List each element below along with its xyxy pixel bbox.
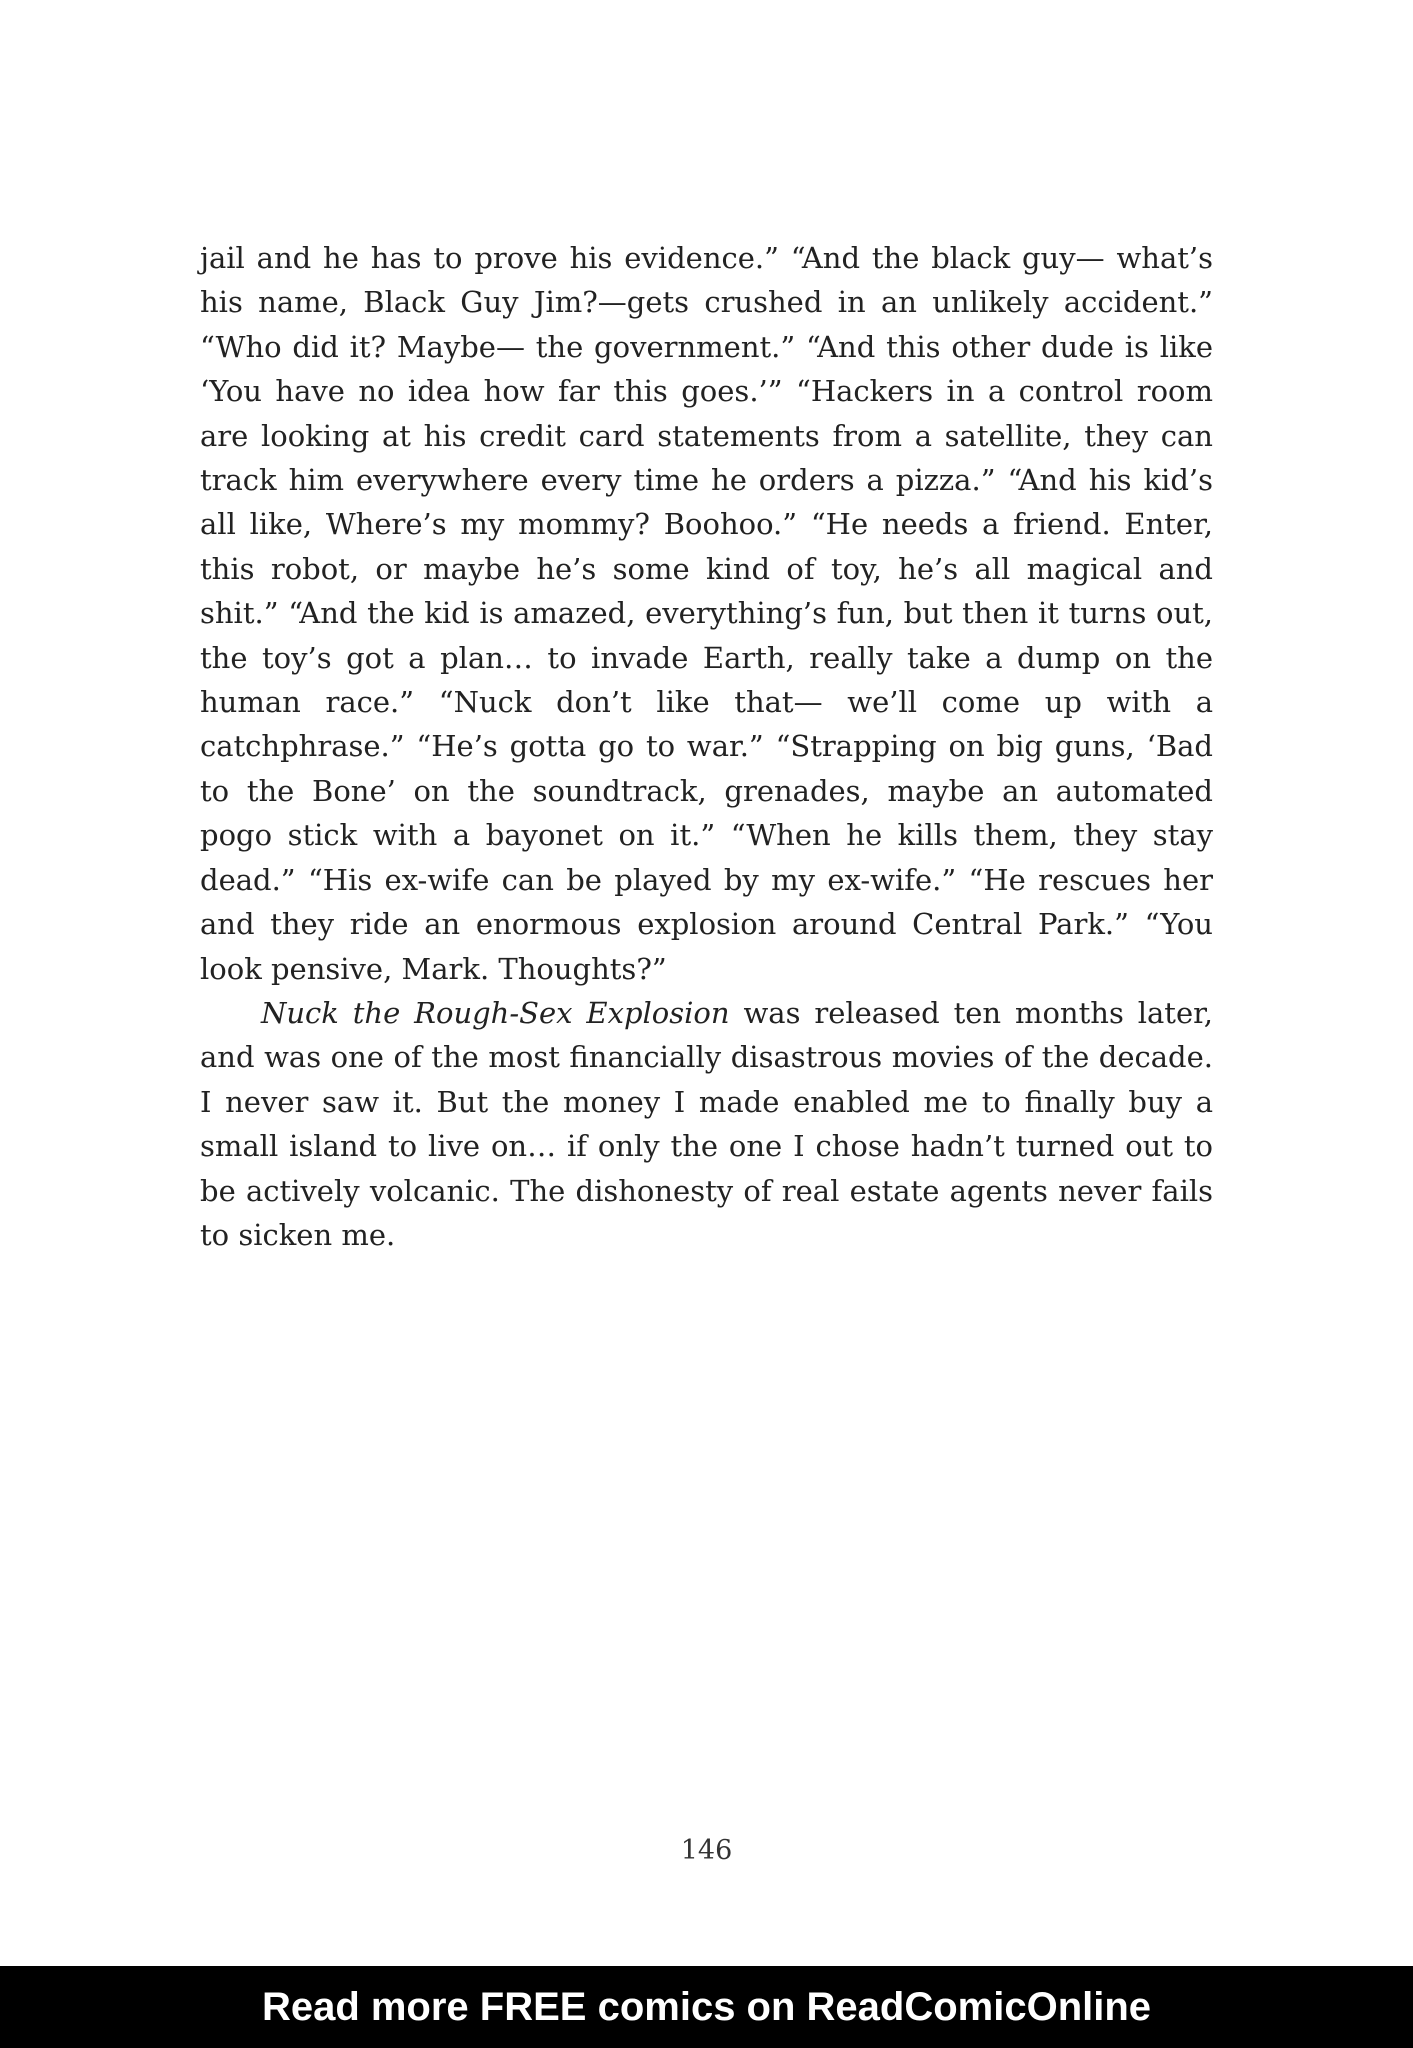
- paragraph-conclusion-text: was released ten months later, and was one of the most financially disastrous movies of the decade. I never saw it. But the money I made enabled me to finally buy a small island to live on… if only the one I chose hadn’t turned out to be actively volcanic. The dishonesty of real estate agents never fails to sicken me.: [200, 995, 1213, 1252]
- paragraph-dialogue: jail and he has to prove his evidence.” “And the black guy— what’s his name, Black Guy Jim?—gets crushed in an unlikely accident.” “Who did it? Maybe— the government.” “And this other dude is like ‘You have no idea how far this goes.’” “Hackers in a control room are looking at his credit card statements from a satellite, they can track him everywhere every time he orders a pizza.” “And his kid’s all like, Where’s my mommy? Boohoo.” “He needs a friend. Enter, this robot, or maybe he’s some kind of toy, he’s all magical and shit.” “And the kid is amazed, everything’s fun, but then it turns out, the toy’s got a plan… to invade Earth, really take a dump on the human race.” “Nuck don’t like that— we’ll come up with a catchphrase.” “He’s gotta go to war.” “Strapping on big guns, ‘Bad to the Bone’ on the soundtrack, grenades, maybe an automated pogo stick with a bayonet on it.” “When he kills them, they stay dead.” “His ex-wife can be played by my ex-wife.” “He rescues her and they ride an enormous explosion around Central Park.” “You look pensive, Mark. Thoughts?”: [200, 241, 1213, 986]
- read-more-link[interactable]: Read more FREE comics on ReadComicOnline: [261, 1984, 1152, 2029]
- movie-title: Nuck the Rough-Sex Explosion: [261, 995, 730, 1030]
- footer-banner: [0, 1966, 1413, 2048]
- body-text: [200, 236, 1213, 1257]
- page-number: 146: [680, 1835, 733, 1866]
- paragraph-conclusion: [200, 991, 1213, 1257]
